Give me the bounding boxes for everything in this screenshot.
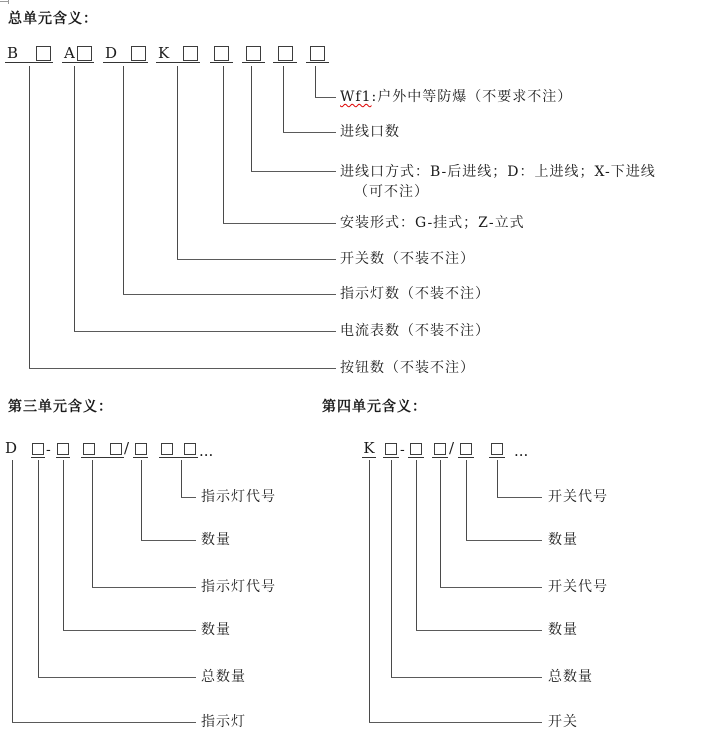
connector-line bbox=[123, 66, 124, 294]
code-dash: - bbox=[46, 442, 51, 458]
code-box-qty bbox=[56, 440, 70, 458]
code-box-switch-code2 bbox=[489, 440, 505, 458]
connector-line bbox=[391, 677, 542, 678]
code-ellipsis: ... bbox=[514, 442, 529, 460]
label-total-qty: 总数量 bbox=[548, 669, 593, 685]
connector-line bbox=[38, 677, 196, 678]
placeholder-box bbox=[36, 46, 51, 61]
connector-line bbox=[466, 540, 542, 541]
code-group-explosion bbox=[306, 45, 329, 63]
placeholder-box bbox=[278, 46, 293, 61]
code-dash: - bbox=[400, 442, 405, 458]
connector-line bbox=[63, 460, 64, 630]
code-letter-a: A bbox=[64, 44, 75, 62]
code-group-button bbox=[5, 45, 53, 63]
section-title-third: 第三单元含义： bbox=[8, 399, 113, 415]
placeholder-box bbox=[83, 443, 95, 455]
connector-line bbox=[141, 460, 142, 540]
code-group-inlet-mode bbox=[242, 45, 265, 63]
connector-line bbox=[369, 460, 370, 722]
code-slash: / bbox=[124, 439, 130, 457]
label-explosion-proof bbox=[340, 89, 572, 105]
section-title-total: 总单元含义： bbox=[8, 11, 98, 27]
connector-line bbox=[12, 722, 196, 723]
connector-line bbox=[92, 460, 93, 587]
code-letter-k: K bbox=[158, 44, 170, 62]
placeholder-box bbox=[246, 46, 261, 61]
code-group-lamp bbox=[103, 45, 148, 63]
connector-line bbox=[497, 460, 498, 497]
code-group-switch bbox=[156, 45, 200, 63]
connector-line bbox=[123, 294, 336, 295]
placeholder-box bbox=[410, 443, 422, 455]
connector-line bbox=[391, 460, 392, 677]
code-box-total-qty bbox=[31, 440, 45, 458]
connector-line bbox=[177, 259, 336, 260]
code-group-mount bbox=[210, 45, 233, 63]
connector-line bbox=[181, 460, 182, 497]
code-box-group-lamp-code2 bbox=[159, 440, 198, 458]
connector-line bbox=[497, 497, 542, 498]
placeholder-box bbox=[183, 46, 198, 61]
connector-line bbox=[223, 66, 224, 223]
code-letter-k: K bbox=[363, 439, 375, 457]
label-switch-code: 开关代号 bbox=[548, 579, 608, 595]
label-ammeter-count: 电流表数（不装不注） bbox=[340, 323, 490, 339]
connector-line bbox=[177, 66, 178, 259]
code-letter-d: D bbox=[5, 439, 18, 457]
connector-line bbox=[369, 722, 542, 723]
placeholder-box bbox=[434, 443, 446, 455]
code-letter-b: B bbox=[7, 44, 19, 62]
label-text: :户外中等防爆（不要求不注） bbox=[371, 89, 573, 105]
label-switch-count: 开关数（不装不注） bbox=[340, 251, 475, 267]
connector-line bbox=[223, 223, 336, 224]
connector-line bbox=[63, 630, 196, 631]
table-corner-mark bbox=[8, 0, 9, 4]
connector-line bbox=[141, 540, 196, 541]
placeholder-box bbox=[385, 443, 397, 455]
connector-line bbox=[416, 630, 542, 631]
placeholder-box bbox=[491, 443, 503, 455]
placeholder-box bbox=[161, 443, 173, 455]
label-qty: 数量 bbox=[201, 622, 231, 638]
code-box-qty2 bbox=[458, 440, 474, 458]
connector-line bbox=[92, 587, 196, 588]
code-group-inlet-count bbox=[273, 45, 297, 63]
label-lamp: 指示灯 bbox=[201, 714, 246, 730]
connector-line bbox=[440, 587, 542, 588]
placeholder-box bbox=[131, 46, 146, 61]
connector-line bbox=[29, 368, 336, 369]
connector-line bbox=[74, 331, 336, 332]
connector-line bbox=[440, 460, 441, 587]
code-box-qty bbox=[408, 440, 424, 458]
label-qty: 数量 bbox=[548, 532, 578, 548]
connector-line bbox=[283, 66, 284, 132]
code-group-ammeter bbox=[62, 45, 94, 63]
connector-line bbox=[29, 66, 30, 368]
placeholder-box bbox=[184, 443, 196, 455]
label-lamp-code: 指示灯代号 bbox=[201, 579, 276, 595]
placeholder-box bbox=[310, 46, 325, 61]
placeholder-box bbox=[460, 443, 472, 455]
label-qty: 数量 bbox=[201, 532, 231, 548]
connector-line bbox=[251, 171, 336, 172]
code-box-switch-code bbox=[432, 440, 448, 458]
connector-line bbox=[38, 460, 39, 677]
connector-line bbox=[12, 460, 13, 722]
code-ellipsis: ... bbox=[199, 442, 214, 460]
label-inlet-count: 进线口数 bbox=[340, 124, 400, 140]
placeholder-box bbox=[214, 46, 229, 61]
label-lamp-count: 指示灯数（不装不注） bbox=[340, 286, 490, 302]
label-button-count: 按钮数（不装不注） bbox=[340, 360, 475, 376]
connector-line bbox=[251, 66, 252, 171]
placeholder-box bbox=[135, 443, 147, 455]
label-mount-type: 安装形式：G-挂式；Z-立式 bbox=[340, 215, 525, 231]
label-switch: 开关 bbox=[548, 714, 578, 730]
placeholder-box bbox=[77, 46, 92, 61]
code-letter-d: D bbox=[105, 44, 118, 62]
code-box-qty2 bbox=[133, 440, 148, 458]
connector-line bbox=[466, 460, 467, 540]
label-switch-code: 开关代号 bbox=[548, 489, 608, 505]
label-qty: 数量 bbox=[548, 622, 578, 638]
code-letter-group-k bbox=[362, 440, 376, 458]
code-slash: / bbox=[449, 439, 455, 457]
label-lamp-code: 指示灯代号 bbox=[201, 489, 276, 505]
connector-line bbox=[283, 132, 336, 133]
label-total-qty: 总数量 bbox=[201, 669, 246, 685]
section-title-fourth: 第四单元含义： bbox=[322, 399, 427, 415]
placeholder-box bbox=[32, 443, 44, 455]
connector-line bbox=[181, 497, 196, 498]
connector-line bbox=[416, 460, 417, 630]
code-box-group-lamp-code bbox=[81, 440, 124, 458]
code-box-total-qty bbox=[383, 440, 399, 458]
spellchecked-code: Wf1 bbox=[340, 89, 372, 105]
connector-line bbox=[315, 66, 316, 97]
connector-line bbox=[74, 66, 75, 331]
connector-line bbox=[315, 97, 336, 98]
placeholder-box bbox=[110, 443, 122, 455]
label-inlet-mode: 进线口方式：B-后进线；D：上进线；X-下进线（可不注） bbox=[340, 164, 656, 200]
placeholder-box bbox=[57, 443, 69, 455]
